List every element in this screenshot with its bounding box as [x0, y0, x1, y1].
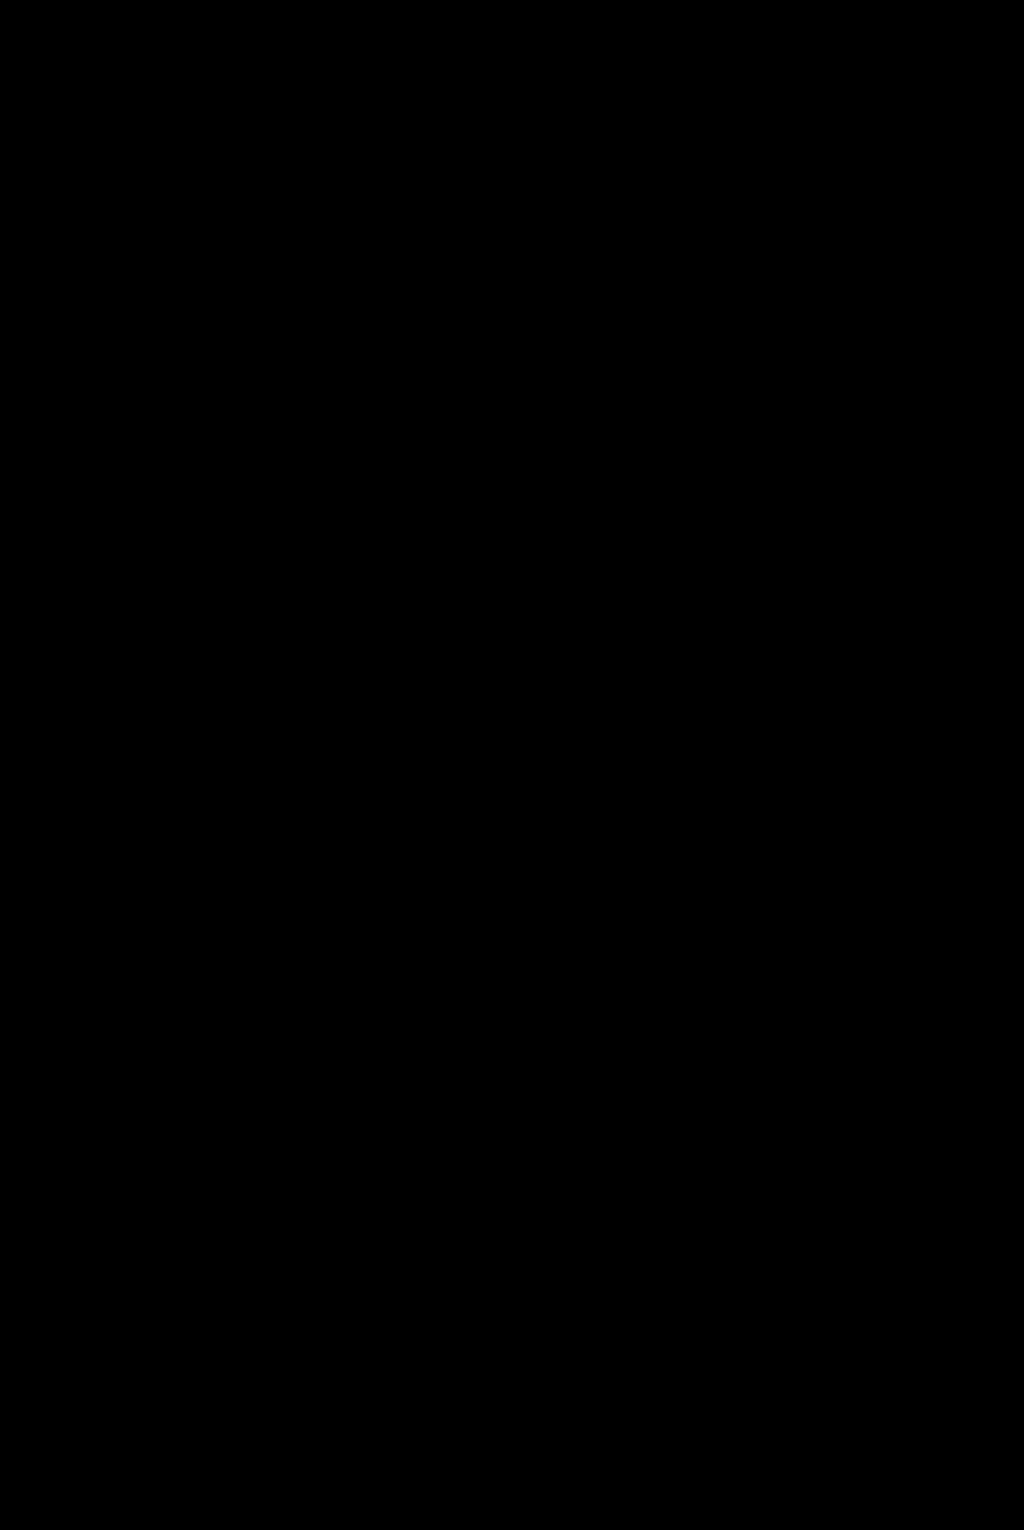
- swedish-item-b: b) skapa garantier för att de offentliga myndigheterna på lämpligt sätt inhämta arbetsgivar- och arbetstagarorganisationernas synpunkter, råd och bistånd i frågor avseende exempelvis: [486, 595, 910, 723]
- item-marker-a: (a): [86, 258, 109, 279]
- swedish-paragraph-5: 5. Ifrågavarande samråd och samverkan böra särskilt ha till uppgift att: [486, 213, 876, 261]
- english-item-b: [52, 453, 457, 559]
- swedish-intro: skilda grenar därav, förbättra arbetsvillkoren samt höja levnadsstandarden.: [486, 132, 876, 180]
- english-item-a: [52, 256, 457, 362]
- item-marker-b: (b): [86, 455, 109, 476]
- english-intro: improving conditions of work and raising standards of living.: [52, 124, 457, 172]
- swedish-item-i: i) förberedelse och genomförande av lagstiftning, som berör organisationernas intressen;: [526, 887, 966, 935]
- page-number: 35: [840, 80, 862, 105]
- swedish-item-iii: iii) utarbetandet och genomförandet av planer för ekonomisk och social utveckling.: [526, 1478, 966, 1526]
- item-marker-i: i): [526, 887, 538, 908]
- item-b-text: at ensuring that the competent public authorities seek the views, advice and assistance of employers' and workers' organisations in an appropriate manner, in respect of such matters as—: [52, 455, 457, 556]
- item-a-text: at joint consideration by employers' and workers' organisations of matters of mutual concern with a view to arriving, to the fullest possible extent, at agreed solutions; and: [52, 258, 458, 359]
- swedish-column: [486, 0, 966, 1526]
- item-marker-iii: iii): [526, 1478, 549, 1500]
- item-marker-a: a): [486, 266, 502, 287]
- english-item-i: (i) the preparation and implementation of laws and regulations affecting their interests;: [52, 614, 457, 662]
- running-title: Kungl. Maj:ts proposition nr 18 år 1961: [258, 78, 633, 103]
- swedish-item-ii: ii) inrättande och förvaltning av sådana nationella organ som ha att svara för sysselsättningens organisation, yrkesutbildning och omskolning, arbetarskydd, sundhet och säkerhet i arbetet, produktivitet, social trygghet och välfärd; samt: [526, 1048, 966, 1175]
- english-item-ii: (ii) the establishment and functioning of national bodies, such as those responsible for organisation of employment, vocational training and retraining, labour protection, industrial health and safety, productivity, social security and welfare; and: [52, 722, 457, 876]
- english-item-iii: (iii) the elaboration and implementation of plans of economic and social development.: [52, 1020, 457, 1068]
- swedish-item-a: a) få till stånd en gemensam prövning av angelägenheter av ömsesidigt intresse för arbetsgivarnas och arbetstagarnas organisationer i syfte att i största möjliga utsträckning nå fram till lösningar i samförstånd; samt: [486, 266, 910, 393]
- english-paragraph-5: 5. Such consultation and co-operation should aim, in particular—: [52, 205, 457, 253]
- item-marker-ii: ii): [526, 1048, 544, 1069]
- item-marker-b: b): [486, 595, 503, 617]
